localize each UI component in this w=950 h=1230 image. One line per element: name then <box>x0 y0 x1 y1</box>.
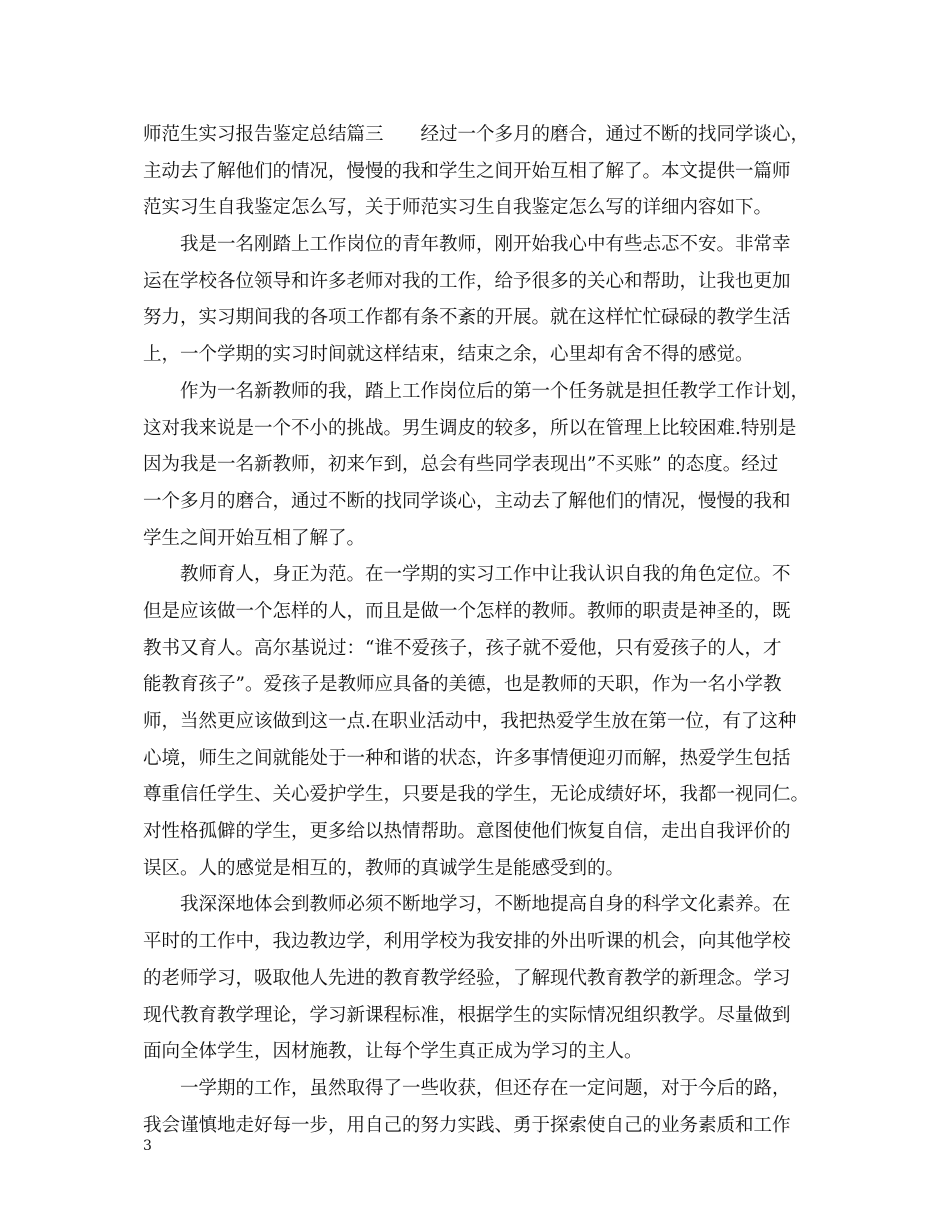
text-line: 作为一名新教师的我，踏上工作岗位后的第一个任务就是担任教学工作计划， <box>180 380 810 402</box>
text-line: 上，一个学期的实习时间就这样结束，结束之余，心里却有舍不得的感觉。 <box>143 344 754 366</box>
text-line: 我深深地体会到教师必须不断地学习，不断地提高自身的科学文化素养。在 <box>180 894 791 916</box>
page-number: 3 <box>143 1138 152 1154</box>
text-line: 误区。人的感觉是相互的，教师的真诚学生是能感受到的。 <box>143 857 625 879</box>
text-line: 我是一名刚踏上工作岗位的青年教师，刚开始我心中有些忐忑不安。非常幸 <box>180 234 791 256</box>
text-line: 尊重信任学生、关心爱护学生，只要是我的学生，无论成绩好坏，我都一视同仁。 <box>143 784 810 806</box>
text-line: 这对我来说是一个不小的挑战。男生调皮的较多，所以在管理上比较困难.特别是 <box>143 417 797 439</box>
text-line: 面向全体学生，因材施教，让每个学生真正成为学习的主人。 <box>143 1041 643 1063</box>
text-line: 教师育人，身正为范。在一学期的实习工作中让我认识自我的角色定位。不 <box>180 564 791 586</box>
text-line: 教书又育人。高尔基说过：“谁不爱孩子，孩子就不爱他，只有爱孩子的人，才 <box>143 637 782 659</box>
text-line: 师，当然更应该做到这一点.在职业活动中，我把热爱学生放在第一位，有了这种 <box>143 711 797 732</box>
text-line: 师范生实习报告鉴定总结篇三 经过一个多月的磨合，通过不断的找同学谈心， <box>143 124 810 145</box>
text-line: 运在学校各位领导和许多老师对我的工作，给予很多的关心和帮助，让我也更加 <box>143 270 791 292</box>
text-line: 一个多月的磨合，通过不断的找同学谈心，主动去了解他们的情况，慢慢的我和 <box>143 490 791 512</box>
text-line: 对性格孤僻的学生，更多给以热情帮助。意图使他们恢复自信，走出自我评价的 <box>143 821 791 843</box>
text-line: 能教育孩子”。爱孩子是教师应具备的美德，也是教师的天职，作为一名小学教 <box>143 674 782 696</box>
text-line: 现代教育教学理论，学习新课程标准，根据学生的实际情况组织教学。尽量做到 <box>143 1004 791 1026</box>
text-line: 学生之间开始互相了解了。 <box>143 527 366 549</box>
text-line: 因为我是一名新教师，初来乍到，总会有些同学表现出”不买账” 的态度。经过 <box>143 454 779 476</box>
text-line: 但是应该做一个怎样的人，而且是做一个怎样的教师。教师的职责是神圣的，既 <box>143 600 791 622</box>
text-line: 我会谨慎地走好每一步，用自己的努力实践、勇于探索使自己的业务素质和工作 <box>143 1114 791 1136</box>
text-line: 的老师学习，吸取他人先进的教育教学经验，了解现代教育教学的新理念。学习 <box>143 967 791 989</box>
text-line: 主动去了解他们的情况，慢慢的我和学生之间开始互相了解了。本文提供一篇师 <box>143 160 791 182</box>
text-line: 努力，实习期间我的各项工作都有条不紊的开展。就在这样忙忙碌碌的教学生活 <box>143 307 791 329</box>
text-line: 平时的工作中，我边教边学，利用学校为我安排的外出听课的机会，向其他学校 <box>143 931 791 953</box>
text-line: 范实习生自我鉴定怎么写，关于师范实习生自我鉴定怎么写的详细内容如下。 <box>143 197 773 219</box>
text-line: 一学期的工作，虽然取得了一些收获，但还存在一定问题，对于今后的路， <box>180 1077 791 1099</box>
body-text <box>143 117 823 1144</box>
text-line: 心境，师生之间就能处于一种和谐的状态，许多事情便迎刃而解，热爱学生包括 <box>143 747 791 769</box>
